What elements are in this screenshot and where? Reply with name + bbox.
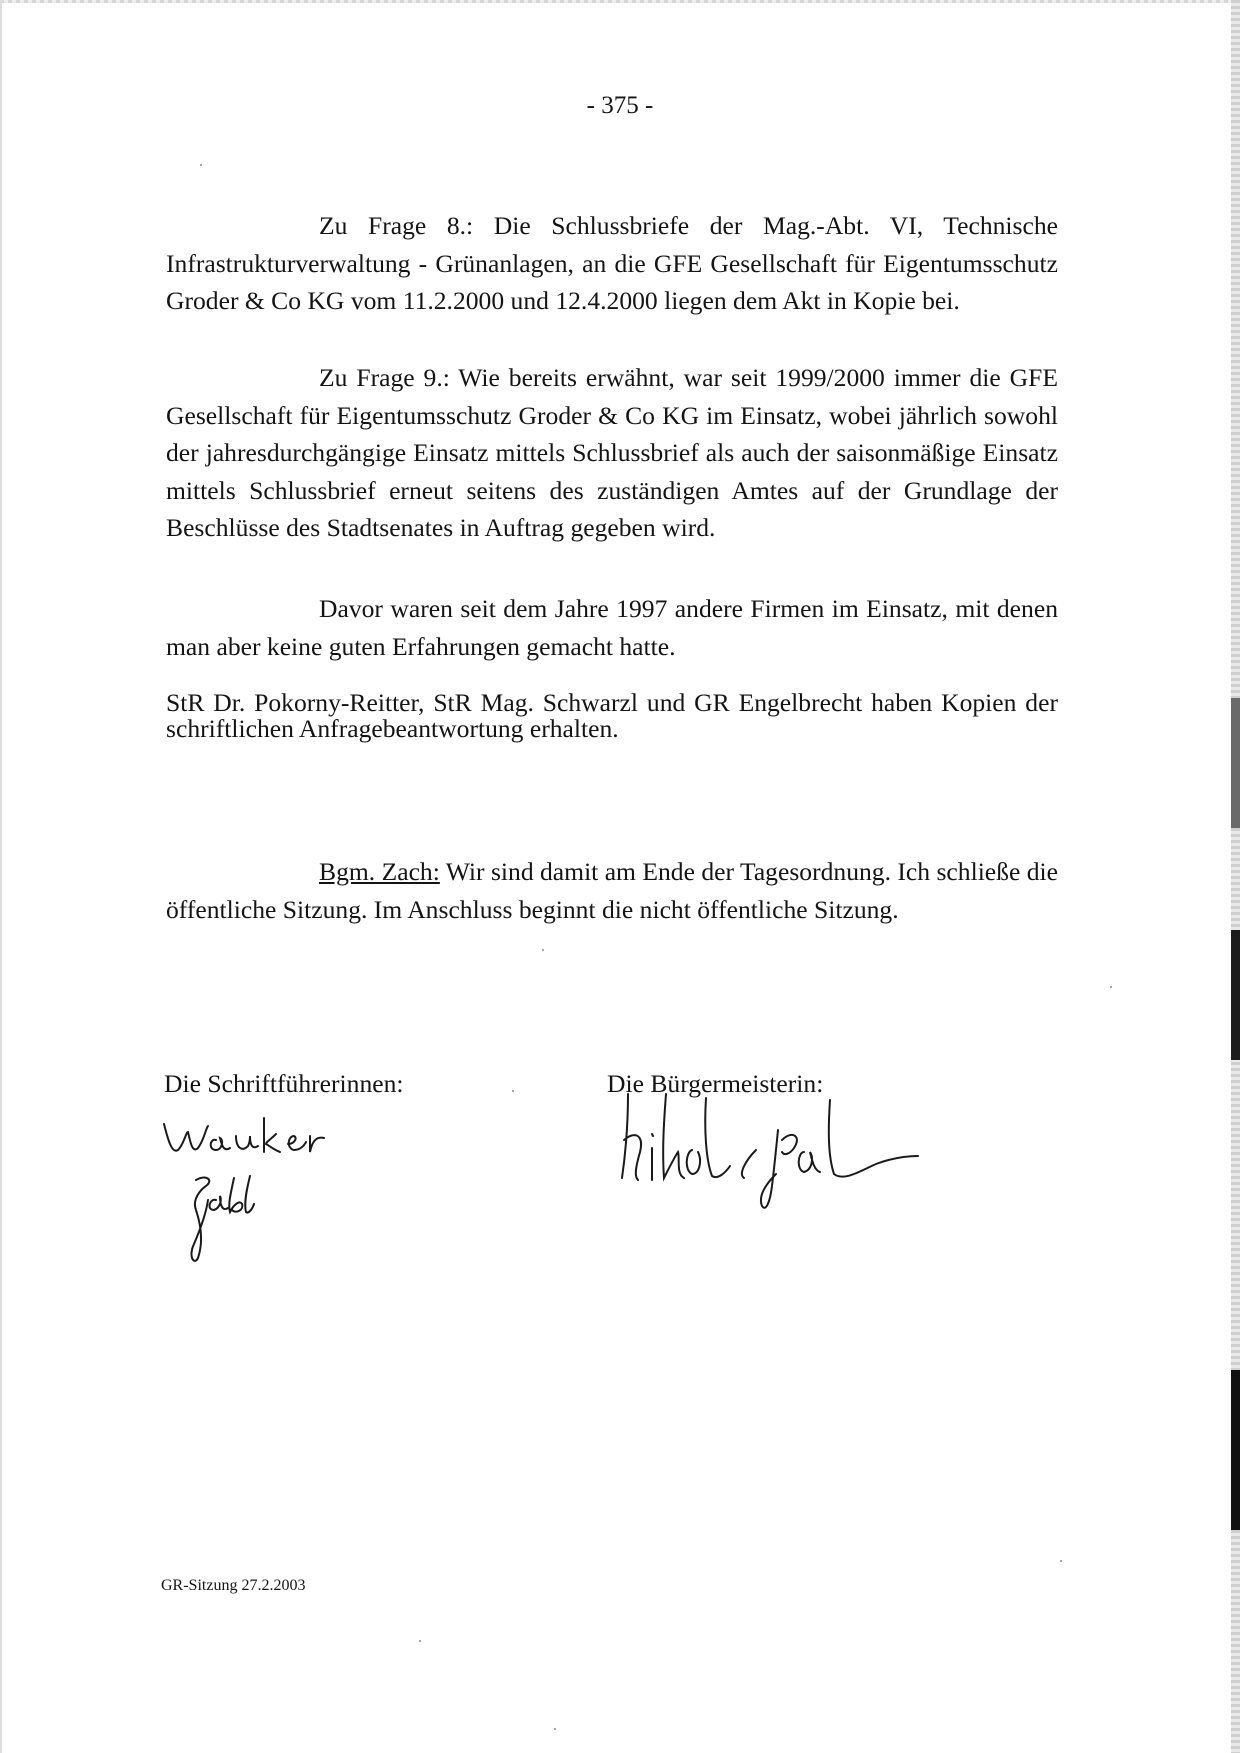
signature-wauker	[158, 1110, 358, 1170]
paragraph-frage-8: Zu Frage 8.: Die Schlussbriefe der Mag.-Abt. VI, Technische Infrastrukturverwaltung - Grünanlagen, an die GFE Gesellschaft für Eigentumsschutz Groder & Co KG vom 11.2.2000 und 12.4.2000 liegen dem Akt in Kopie bei.	[166, 211, 1058, 315]
signature-label-right: Die Bürgermeisterin:	[607, 1069, 824, 1098]
speaker-name: Bgm. Zach:	[319, 857, 440, 886]
signature-label-left: Die Schriftführerinnen:	[164, 1069, 404, 1098]
scan-speck	[542, 949, 544, 951]
signature-gabl	[186, 1170, 286, 1270]
paragraph-closing: Bgm. Zach: Wir sind damit am Ende der Tagesordnung. Ich schließe die öffentliche Sitzung. Im Anschluss beginnt die nicht öffentliche Sitzung.	[166, 857, 1058, 924]
footer-meeting-date: GR-Sitzung 27.2.2003	[161, 1577, 306, 1594]
page-number: - 375 -	[586, 92, 654, 119]
paragraph-davor: Davor waren seit dem Jahre 1997 andere Firmen im Einsatz, mit denen man aber keine guten Erfahrungen gemacht hatte.	[166, 594, 1058, 661]
scan-speck	[554, 1728, 556, 1730]
scan-speck	[1060, 1560, 1062, 1562]
scan-edge-mark	[1231, 698, 1240, 828]
scan-speck	[512, 1090, 514, 1092]
paragraph-frage-9: Zu Frage 9.: Wie bereits erwähnt, war seit 1999/2000 immer die GFE Gesellschaft für Eigentumsschutz Groder & Co KG im Einsatz, wobei jährlich sowohl der jahresdurchgängige Einsatz mittels Schlussbrief als auch der saisonmäßige Einsatz mittels Schlussbrief erneut seitens des zuständigen Amtes auf der Grundlage der Beschlüsse des Stadtsenates in Auftrag gegeben wird.	[166, 363, 1058, 542]
signature-buergermeisterin	[606, 1090, 946, 1220]
paragraph-kopien: StR Dr. Pokorny-Reitter, StR Mag. Schwarzl und GR Engelbrecht haben Kopien der schriftlichen Anfragebeantwortung erhalten.	[166, 688, 1058, 743]
scan-speck	[200, 164, 202, 166]
scan-speck	[1110, 986, 1112, 988]
scan-edge-mark	[1231, 930, 1240, 1060]
scan-edge-mark	[1231, 1370, 1240, 1530]
scan-speck	[419, 1640, 421, 1642]
scan-edge-top	[0, 0, 1240, 3]
scan-edge-left	[0, 0, 2, 1753]
